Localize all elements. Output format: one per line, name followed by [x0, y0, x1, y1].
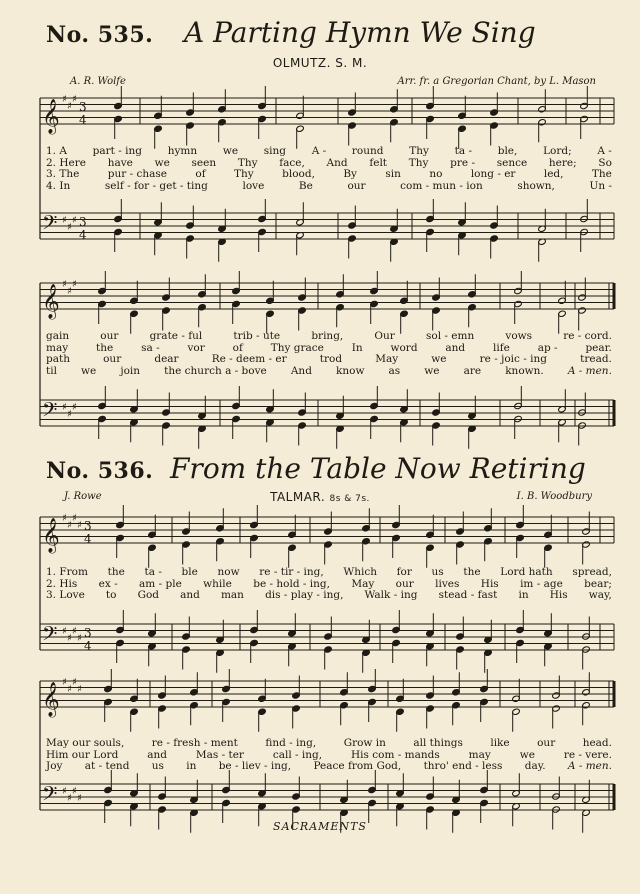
clef-glyph: 3 — [79, 100, 87, 114]
lyric-syllable: led, — [543, 168, 564, 180]
lyric-syllable: and — [180, 589, 200, 601]
clef-glyph: ♯ — [62, 94, 67, 105]
lyric-syllable: am - ple — [139, 577, 182, 590]
hymn-number: No. 536. — [46, 458, 154, 484]
tune-label: OLMUTZ. S. M. — [272, 56, 368, 70]
lyric-syllable: Thy — [234, 168, 254, 180]
lyric-syllable: like — [490, 737, 510, 749]
clef-glyph: 𝄢 — [42, 211, 58, 239]
clef-glyph: ♯ — [62, 215, 67, 226]
lyric-syllable: lives — [435, 577, 460, 590]
lyric-syllable: sing — [263, 145, 286, 157]
lyric-syllable: Thy — [409, 145, 429, 157]
clef-glyph: 4 — [84, 532, 92, 546]
lyric-syllable: at - tend — [84, 760, 130, 772]
clef-glyph: 𝄢 — [42, 782, 58, 810]
lyric-syllable: love — [242, 179, 265, 192]
lyric-syllable: sol - emn — [425, 330, 475, 342]
clef-glyph: 𝄞 — [42, 284, 60, 319]
words-credit: J. Rowe — [64, 491, 102, 502]
clef-glyph: ♯ — [72, 513, 77, 524]
lyric-line — [46, 146, 612, 158]
lyric-syllable: we — [222, 145, 239, 157]
lyric-syllable: no — [429, 168, 443, 180]
lyric-syllable: Thy — [408, 156, 429, 169]
lyric-syllable: blood, — [282, 168, 315, 180]
amen-text: A - men. — [567, 364, 612, 377]
clef-glyph: 𝄢 — [42, 398, 58, 426]
lyric-syllable: Lord; — [543, 145, 572, 157]
music-credit: Arr. fr. a Gregorian Chant, by L. Mason — [397, 76, 596, 87]
lyric-syllable: and — [147, 748, 167, 761]
hymn-536-lyrics-1 — [46, 567, 612, 602]
lyric-syllable: grate - ful — [149, 330, 203, 342]
lyric-line — [46, 567, 612, 579]
clef-glyph: ♯ — [77, 793, 82, 804]
clef-glyph: 𝄞 — [42, 518, 60, 553]
lyric-syllable: 2. Here — [46, 156, 86, 169]
lyric-syllable: bring, — [311, 330, 344, 342]
clef-glyph: ♯ — [72, 786, 77, 797]
lyric-syllable: may — [468, 748, 491, 761]
lyric-syllable: His — [549, 589, 568, 601]
lyric-syllable: In — [351, 341, 363, 354]
lyric-syllable: word — [390, 341, 418, 354]
lyric-syllable: day. — [524, 760, 546, 772]
lyric-syllable: in — [186, 760, 197, 772]
clef-glyph: 4 — [84, 639, 92, 653]
lyric-syllable: Un - — [589, 179, 612, 192]
lyric-syllable: ble, — [497, 145, 518, 157]
lyric-syllable: til — [46, 364, 57, 377]
lyric-syllable: while — [203, 577, 232, 590]
lyric-syllable: 1. From — [46, 566, 88, 578]
lyric-syllable: May our souls, — [46, 737, 125, 749]
clef-glyph: ♯ — [67, 101, 72, 112]
lyric-syllable: path — [46, 353, 70, 365]
page-footer: SACRAMENTS — [273, 820, 367, 833]
lyric-syllable: may — [46, 341, 69, 354]
lyric-syllable: By — [343, 168, 357, 180]
lyric-syllable: the — [107, 566, 125, 578]
clef-glyph: 3 — [84, 519, 92, 533]
lyric-syllable: vor — [187, 341, 205, 354]
lyric-syllable: And — [326, 156, 348, 169]
lyric-syllable: be - liev - ing, — [218, 760, 292, 772]
lyric-line — [46, 181, 612, 193]
lyric-line — [46, 354, 612, 366]
lyric-syllable: here; — [548, 156, 577, 169]
lyric-syllable: join — [120, 364, 141, 377]
lyric-syllable: of — [232, 341, 243, 354]
lyric-syllable: ble — [181, 566, 198, 578]
clef-glyph: ♯ — [72, 279, 77, 290]
lyric-syllable: know — [336, 364, 365, 377]
lyric-syllable: head. — [582, 737, 612, 749]
lyric-syllable: life — [493, 341, 510, 354]
lyric-syllable: vows — [505, 330, 533, 342]
clef-glyph: ♯ — [77, 684, 82, 695]
lyric-syllable: the church a - bove — [164, 364, 267, 377]
lyric-syllable: spread, — [572, 566, 612, 578]
lyric-syllable: ta - — [454, 145, 472, 157]
clef-glyph: ♯ — [62, 786, 67, 797]
words-credit: A. R. Wolfe — [70, 76, 126, 87]
hymn-title: From the Table Now Retiring — [170, 452, 586, 485]
lyric-syllable: re - vere. — [563, 748, 612, 761]
lyric-syllable: A - — [311, 145, 327, 157]
lyric-line — [46, 738, 612, 750]
lyric-syllable: Which — [343, 566, 377, 578]
lyric-line — [46, 366, 612, 378]
lyric-syllable: pear. — [585, 341, 612, 354]
lyric-syllable: So — [598, 156, 612, 169]
clef-glyph: ♯ — [67, 684, 72, 695]
clef-glyph: ♯ — [62, 279, 67, 290]
lyric-syllable: we — [519, 748, 535, 761]
lyric-syllable: us — [151, 760, 164, 772]
lyric-syllable: Joy — [46, 760, 63, 772]
lyric-syllable: tread. — [580, 353, 612, 365]
lyric-syllable: pre - — [450, 156, 476, 169]
clef-glyph: 4 — [79, 113, 87, 127]
clef-glyph: ♯ — [67, 633, 72, 644]
lyric-syllable: pur - chase — [107, 168, 167, 180]
lyric-syllable: hymn — [167, 145, 198, 157]
amen-text: A - men. — [567, 760, 612, 772]
clef-glyph: 𝄞 — [42, 99, 60, 134]
lyric-syllable: 2. His — [46, 577, 78, 590]
lyric-syllable: have — [107, 156, 133, 169]
hymn-title: A Parting Hymn We Sing — [184, 16, 536, 49]
lyric-syllable: of — [195, 168, 206, 180]
hymn-536-lyrics-2 — [46, 738, 612, 773]
lyric-syllable: our — [537, 737, 556, 749]
lyric-syllable: ta - — [144, 566, 162, 578]
lyric-syllable: A - — [597, 145, 612, 157]
lyric-syllable: The — [591, 168, 612, 180]
lyric-syllable: Him our Lord — [46, 748, 119, 761]
lyric-syllable: way, — [588, 589, 612, 601]
lyric-syllable: in — [518, 589, 529, 601]
lyric-syllable: the — [96, 341, 114, 354]
clef-glyph: ♯ — [67, 409, 72, 420]
lyric-syllable: our — [347, 179, 366, 192]
lyric-syllable: our — [395, 577, 414, 590]
lyric-syllable: bear; — [584, 577, 612, 590]
lyric-syllable: and — [445, 341, 466, 354]
lyric-syllable: stead - fast — [438, 589, 498, 601]
lyric-syllable: felt — [369, 156, 388, 169]
clef-glyph: ♯ — [67, 222, 72, 233]
lyric-syllable: part - ing — [92, 145, 142, 157]
lyric-syllable: man — [220, 589, 244, 601]
lyric-syllable: Be — [298, 179, 313, 192]
lyric-syllable: seen — [191, 156, 217, 169]
lyric-syllable: us — [431, 566, 444, 578]
lyric-syllable: shown, — [517, 179, 555, 192]
lyric-syllable: find - ing, — [265, 737, 317, 749]
lyric-syllable: trib - ute — [233, 330, 281, 342]
lyric-syllable: His com - mands — [351, 748, 440, 761]
clef-glyph: ♯ — [62, 402, 67, 413]
lyric-syllable: we — [424, 364, 440, 377]
lyric-syllable: now — [217, 566, 240, 578]
lyric-syllable: com - mun - ion — [400, 179, 483, 192]
lyric-syllable: be - hold - ing, — [253, 577, 330, 590]
lyric-syllable: known. — [505, 364, 544, 377]
lyric-syllable: Lord hath — [500, 566, 553, 578]
lyric-syllable: we — [154, 156, 170, 169]
lyric-syllable: face, — [279, 156, 305, 169]
lyric-syllable: self - for - get - ting — [104, 179, 208, 192]
lyric-syllable: thro' end - less — [423, 760, 503, 772]
lyric-syllable: Our — [374, 330, 395, 342]
lyric-syllable: Mas - ter — [195, 748, 244, 761]
lyric-syllable: Grow in — [343, 737, 386, 749]
lyric-syllable: gain — [46, 330, 70, 342]
clef-glyph: 3 — [79, 215, 87, 229]
clef-glyph: 𝄞 — [42, 682, 60, 717]
tune-meter: 8s & 7s. — [329, 494, 370, 504]
clef-glyph: ♯ — [72, 626, 77, 637]
lyric-syllable: our — [103, 353, 122, 365]
lyric-syllable: we — [431, 353, 447, 365]
hymn-number: No. 535. — [46, 22, 154, 48]
lyric-line — [46, 590, 612, 602]
lyric-syllable: re - fresh - ment — [151, 737, 238, 749]
hymn-535-lyrics-2 — [46, 331, 612, 377]
lyric-syllable: as — [388, 364, 401, 377]
lyric-syllable: im - age — [520, 577, 563, 590]
clef-glyph: ♯ — [72, 402, 77, 413]
clef-glyph: ♯ — [67, 520, 72, 531]
lyric-line — [46, 761, 612, 773]
lyric-syllable: ex - — [98, 577, 118, 590]
lyric-syllable: sin — [385, 168, 401, 180]
lyric-syllable: for — [396, 566, 412, 578]
lyric-syllable: His — [480, 577, 499, 590]
lyric-syllable: Thy — [237, 156, 258, 169]
lyric-syllable: sa - — [141, 341, 160, 354]
lyric-syllable: Walk - ing — [364, 589, 418, 601]
hymn-535-lyrics-1 — [46, 146, 612, 192]
lyric-syllable: sence — [496, 156, 528, 169]
clef-glyph: 4 — [79, 228, 87, 242]
lyric-syllable: 1. A — [46, 145, 67, 157]
lyric-syllable: to — [105, 589, 117, 601]
lyric-syllable: re - cord. — [563, 330, 612, 342]
lyric-syllable: May — [351, 577, 375, 590]
tune-label: TALMAR. — [270, 490, 326, 504]
music-credit: I. B. Woodbury — [516, 491, 592, 502]
clef-glyph: ♯ — [72, 94, 77, 105]
lyric-syllable: all things — [413, 737, 463, 749]
clef-glyph: ♯ — [62, 513, 67, 524]
lyric-syllable: dear — [154, 353, 179, 365]
clef-glyph: ♯ — [77, 520, 82, 531]
lyric-syllable: long - er — [470, 168, 516, 180]
lyric-syllable: Peace from God, — [313, 760, 402, 772]
lyric-syllable: God — [137, 589, 159, 601]
lyric-syllable: the — [463, 566, 481, 578]
clef-glyph: ♯ — [67, 793, 72, 804]
clef-glyph: ♯ — [72, 677, 77, 688]
lyric-syllable: Thy grace — [270, 341, 324, 354]
lyric-syllable: 4. In — [46, 179, 71, 192]
lyric-syllable: And — [290, 364, 312, 377]
lyric-syllable: May — [375, 353, 399, 365]
clef-glyph: ♯ — [62, 677, 67, 688]
lyric-syllable: Re - deem - er — [211, 353, 287, 365]
lyric-syllable: dis - play - ing, — [265, 589, 344, 601]
lyric-syllable: 3. Love — [46, 589, 85, 601]
lyric-syllable: re - joic - ing — [479, 353, 547, 365]
lyric-syllable: 3. The — [46, 168, 80, 180]
lyric-line — [46, 331, 612, 343]
lyric-syllable: round — [351, 145, 384, 157]
lyric-syllable: call - ing, — [272, 748, 323, 761]
clef-glyph: ♯ — [77, 633, 82, 644]
lyric-syllable: re - tir - ing, — [259, 566, 324, 578]
lyric-line — [46, 169, 612, 181]
clef-glyph: 𝄢 — [42, 622, 58, 650]
lyric-syllable: our — [100, 330, 119, 342]
clef-glyph: ♯ — [62, 626, 67, 637]
lyric-syllable: ap - — [537, 341, 558, 354]
lyric-syllable: are — [463, 364, 482, 377]
lyric-syllable: we — [81, 364, 97, 377]
clef-glyph: ♯ — [67, 286, 72, 297]
clef-glyph: 3 — [84, 626, 92, 640]
lyric-syllable: trod — [319, 353, 343, 365]
clef-glyph: ♯ — [72, 215, 77, 226]
